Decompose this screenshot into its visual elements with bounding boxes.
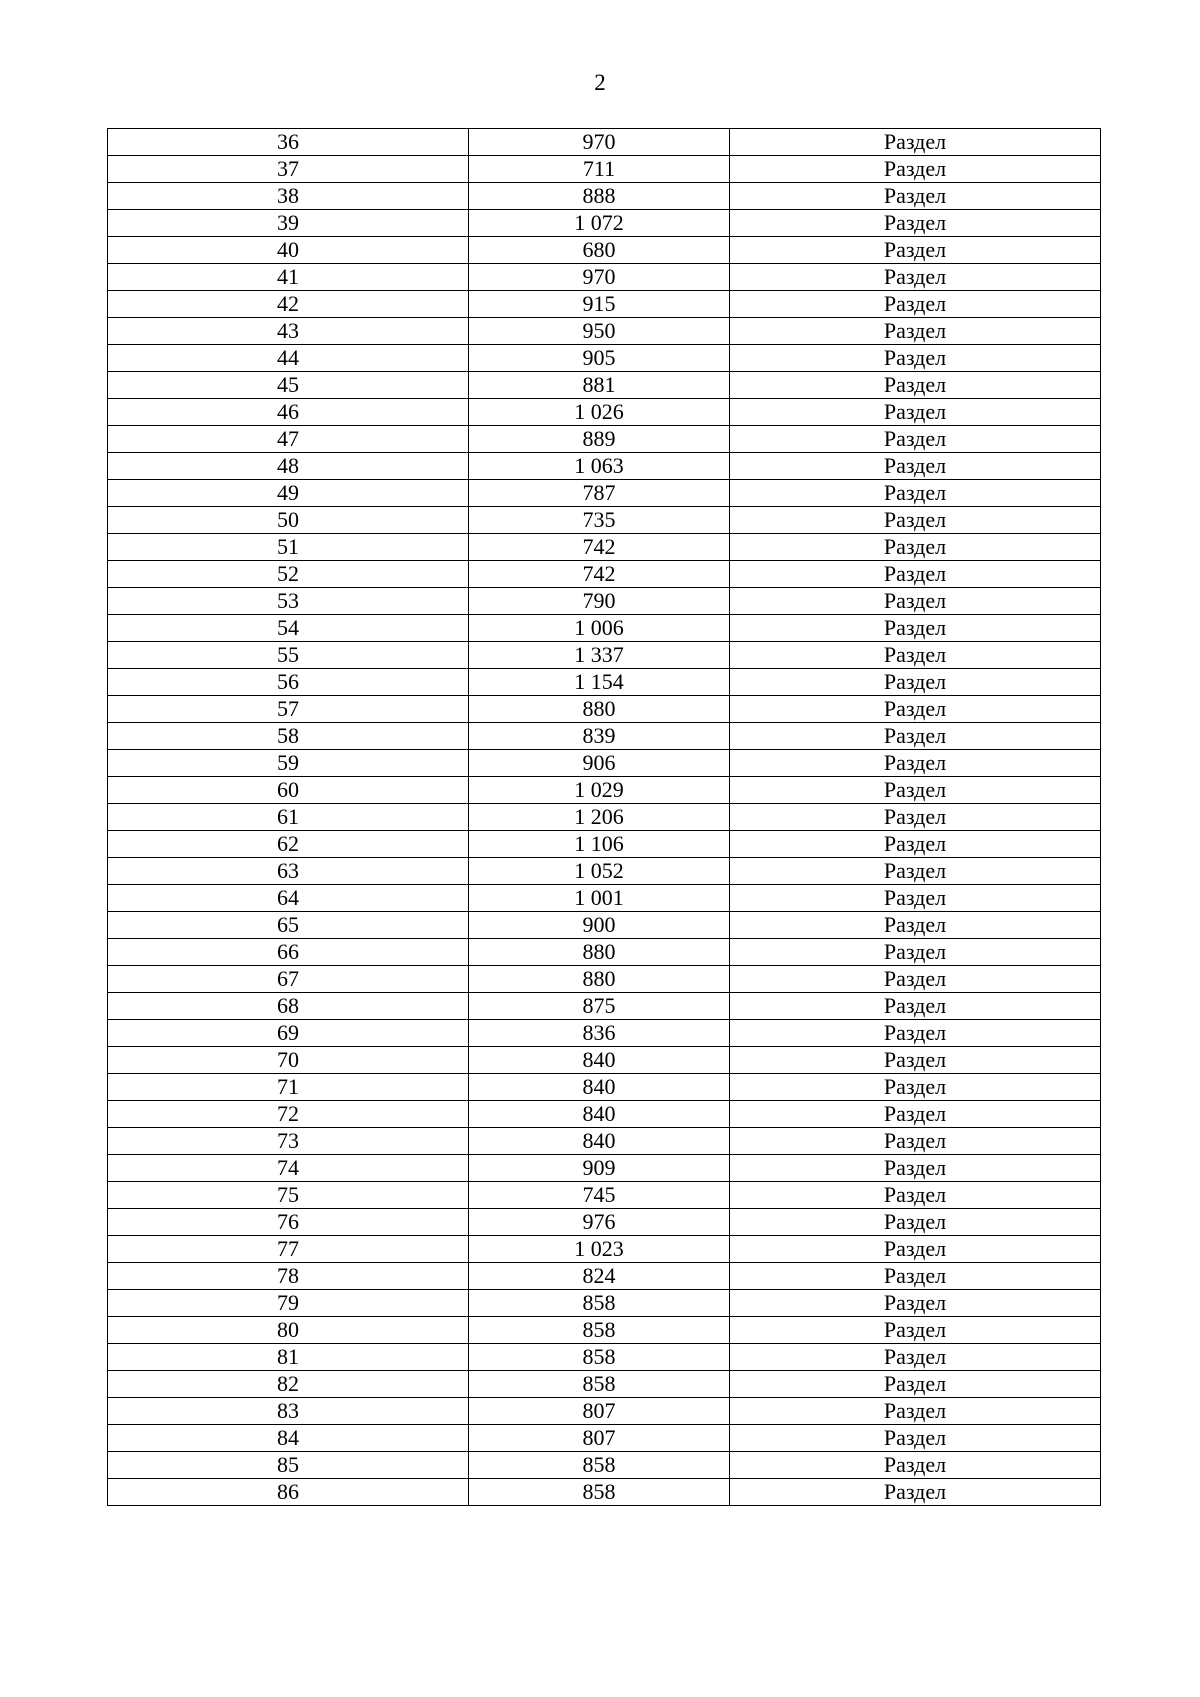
table-row [108, 372, 1101, 399]
table-row [108, 183, 1101, 210]
table-row [108, 1290, 1101, 1317]
value-cell: 836 [469, 1020, 730, 1047]
page-number: 2 [594, 70, 606, 95]
table-row [108, 534, 1101, 561]
value-cell: 1 206 [469, 804, 730, 831]
row-number-cell: 72 [108, 1101, 469, 1128]
row-number-cell: 56 [108, 669, 469, 696]
table-row [108, 966, 1101, 993]
table-row [108, 453, 1101, 480]
value-cell: 906 [469, 750, 730, 777]
value-cell: 745 [469, 1182, 730, 1209]
table-row [108, 507, 1101, 534]
section-cell: Раздел [730, 885, 1101, 912]
row-number-cell: 73 [108, 1128, 469, 1155]
section-cell: Раздел [730, 1209, 1101, 1236]
section-cell: Раздел [730, 426, 1101, 453]
data-table [107, 128, 1101, 1506]
row-number-cell: 74 [108, 1155, 469, 1182]
value-cell: 840 [469, 1047, 730, 1074]
section-cell: Раздел [730, 723, 1101, 750]
value-cell: 735 [469, 507, 730, 534]
section-cell: Раздел [730, 696, 1101, 723]
table-row [108, 1020, 1101, 1047]
value-cell: 1 026 [469, 399, 730, 426]
section-cell: Раздел [730, 939, 1101, 966]
section-cell: Раздел [730, 1290, 1101, 1317]
row-number-cell: 62 [108, 831, 469, 858]
section-cell: Раздел [730, 615, 1101, 642]
value-cell: 970 [469, 129, 730, 156]
value-cell: 839 [469, 723, 730, 750]
section-cell: Раздел [730, 345, 1101, 372]
section-cell: Раздел [730, 507, 1101, 534]
table-row [108, 912, 1101, 939]
section-cell: Раздел [730, 912, 1101, 939]
section-cell: Раздел [730, 642, 1101, 669]
table-row [108, 291, 1101, 318]
row-number-cell: 55 [108, 642, 469, 669]
value-cell: 858 [469, 1317, 730, 1344]
value-cell: 970 [469, 264, 730, 291]
value-cell: 1 023 [469, 1236, 730, 1263]
table-row [108, 1263, 1101, 1290]
value-cell: 875 [469, 993, 730, 1020]
value-cell: 790 [469, 588, 730, 615]
row-number-cell: 36 [108, 129, 469, 156]
table-row [108, 696, 1101, 723]
value-cell: 742 [469, 561, 730, 588]
table-row [108, 669, 1101, 696]
value-cell: 680 [469, 237, 730, 264]
table-row [108, 1317, 1101, 1344]
row-number-cell: 57 [108, 696, 469, 723]
row-number-cell: 65 [108, 912, 469, 939]
section-cell: Раздел [730, 480, 1101, 507]
section-cell: Раздел [730, 1452, 1101, 1479]
section-cell: Раздел [730, 372, 1101, 399]
section-cell: Раздел [730, 1479, 1101, 1506]
value-cell: 858 [469, 1371, 730, 1398]
value-cell: 950 [469, 318, 730, 345]
row-number-cell: 53 [108, 588, 469, 615]
row-number-cell: 42 [108, 291, 469, 318]
value-cell: 858 [469, 1344, 730, 1371]
section-cell: Раздел [730, 858, 1101, 885]
table-row [108, 885, 1101, 912]
value-cell: 807 [469, 1425, 730, 1452]
row-number-cell: 76 [108, 1209, 469, 1236]
row-number-cell: 50 [108, 507, 469, 534]
row-number-cell: 41 [108, 264, 469, 291]
value-cell: 880 [469, 966, 730, 993]
row-number-cell: 47 [108, 426, 469, 453]
row-number-cell: 48 [108, 453, 469, 480]
row-number-cell: 59 [108, 750, 469, 777]
row-number-cell: 71 [108, 1074, 469, 1101]
value-cell: 880 [469, 696, 730, 723]
row-number-cell: 67 [108, 966, 469, 993]
table-row [108, 993, 1101, 1020]
row-number-cell: 58 [108, 723, 469, 750]
row-number-cell: 81 [108, 1344, 469, 1371]
section-cell: Раздел [730, 1425, 1101, 1452]
section-cell: Раздел [730, 1317, 1101, 1344]
table-row [108, 804, 1101, 831]
section-cell: Раздел [730, 183, 1101, 210]
value-cell: 1 154 [469, 669, 730, 696]
table-row [108, 642, 1101, 669]
row-number-cell: 68 [108, 993, 469, 1020]
table-row [108, 1236, 1101, 1263]
row-number-cell: 37 [108, 156, 469, 183]
row-number-cell: 77 [108, 1236, 469, 1263]
section-cell: Раздел [730, 399, 1101, 426]
section-cell: Раздел [730, 156, 1101, 183]
table-row [108, 426, 1101, 453]
row-number-cell: 66 [108, 939, 469, 966]
value-cell: 1 006 [469, 615, 730, 642]
table-row [108, 1371, 1101, 1398]
row-number-cell: 79 [108, 1290, 469, 1317]
section-cell: Раздел [730, 1371, 1101, 1398]
table-row [108, 1452, 1101, 1479]
value-cell: 909 [469, 1155, 730, 1182]
table-row [108, 1398, 1101, 1425]
row-number-cell: 80 [108, 1317, 469, 1344]
row-number-cell: 46 [108, 399, 469, 426]
value-cell: 858 [469, 1479, 730, 1506]
value-cell: 840 [469, 1128, 730, 1155]
row-number-cell: 49 [108, 480, 469, 507]
row-number-cell: 54 [108, 615, 469, 642]
section-cell: Раздел [730, 1344, 1101, 1371]
section-cell: Раздел [730, 534, 1101, 561]
row-number-cell: 70 [108, 1047, 469, 1074]
value-cell: 840 [469, 1074, 730, 1101]
table-row [108, 264, 1101, 291]
section-cell: Раздел [730, 831, 1101, 858]
table-row [108, 1047, 1101, 1074]
table-row [108, 1344, 1101, 1371]
value-cell: 840 [469, 1101, 730, 1128]
section-cell: Раздел [730, 453, 1101, 480]
value-cell: 1 072 [469, 210, 730, 237]
value-cell: 858 [469, 1452, 730, 1479]
section-cell: Раздел [730, 777, 1101, 804]
table-row [108, 561, 1101, 588]
row-number-cell: 85 [108, 1452, 469, 1479]
section-cell: Раздел [730, 129, 1101, 156]
table-row [108, 129, 1101, 156]
table-row [108, 831, 1101, 858]
section-cell: Раздел [730, 804, 1101, 831]
row-number-cell: 45 [108, 372, 469, 399]
section-cell: Раздел [730, 1074, 1101, 1101]
table-row [108, 1128, 1101, 1155]
row-number-cell: 40 [108, 237, 469, 264]
row-number-cell: 64 [108, 885, 469, 912]
row-number-cell: 69 [108, 1020, 469, 1047]
row-number-cell: 38 [108, 183, 469, 210]
row-number-cell: 63 [108, 858, 469, 885]
row-number-cell: 52 [108, 561, 469, 588]
table-body [108, 129, 1101, 1506]
table-row [108, 1155, 1101, 1182]
row-number-cell: 83 [108, 1398, 469, 1425]
value-cell: 1 029 [469, 777, 730, 804]
table-row [108, 939, 1101, 966]
value-cell: 900 [469, 912, 730, 939]
table-row [108, 399, 1101, 426]
table-row [108, 1479, 1101, 1506]
value-cell: 1 106 [469, 831, 730, 858]
section-cell: Раздел [730, 1182, 1101, 1209]
section-cell: Раздел [730, 561, 1101, 588]
table-row [108, 237, 1101, 264]
section-cell: Раздел [730, 1047, 1101, 1074]
section-cell: Раздел [730, 750, 1101, 777]
table-row [108, 480, 1101, 507]
section-cell: Раздел [730, 588, 1101, 615]
table-row [108, 318, 1101, 345]
table-row [108, 210, 1101, 237]
row-number-cell: 43 [108, 318, 469, 345]
value-cell: 1 001 [469, 885, 730, 912]
value-cell: 905 [469, 345, 730, 372]
section-cell: Раздел [730, 993, 1101, 1020]
section-cell: Раздел [730, 966, 1101, 993]
value-cell: 824 [469, 1263, 730, 1290]
table-row [108, 615, 1101, 642]
value-cell: 711 [469, 156, 730, 183]
section-cell: Раздел [730, 291, 1101, 318]
row-number-cell: 78 [108, 1263, 469, 1290]
section-cell: Раздел [730, 1155, 1101, 1182]
value-cell: 1 052 [469, 858, 730, 885]
section-cell: Раздел [730, 210, 1101, 237]
row-number-cell: 51 [108, 534, 469, 561]
section-cell: Раздел [730, 1236, 1101, 1263]
table-row [108, 1101, 1101, 1128]
table-row [108, 345, 1101, 372]
table-row [108, 588, 1101, 615]
table-row [108, 858, 1101, 885]
value-cell: 742 [469, 534, 730, 561]
value-cell: 881 [469, 372, 730, 399]
section-cell: Раздел [730, 1128, 1101, 1155]
table-row [108, 1425, 1101, 1452]
value-cell: 880 [469, 939, 730, 966]
row-number-cell: 84 [108, 1425, 469, 1452]
section-cell: Раздел [730, 264, 1101, 291]
row-number-cell: 60 [108, 777, 469, 804]
table-row [108, 750, 1101, 777]
table-row [108, 723, 1101, 750]
section-cell: Раздел [730, 1020, 1101, 1047]
value-cell: 976 [469, 1209, 730, 1236]
row-number-cell: 61 [108, 804, 469, 831]
row-number-cell: 39 [108, 210, 469, 237]
section-cell: Раздел [730, 1101, 1101, 1128]
value-cell: 1 063 [469, 453, 730, 480]
row-number-cell: 82 [108, 1371, 469, 1398]
value-cell: 787 [469, 480, 730, 507]
section-cell: Раздел [730, 237, 1101, 264]
row-number-cell: 86 [108, 1479, 469, 1506]
row-number-cell: 75 [108, 1182, 469, 1209]
value-cell: 1 337 [469, 642, 730, 669]
table-row [108, 1209, 1101, 1236]
value-cell: 915 [469, 291, 730, 318]
row-number-cell: 44 [108, 345, 469, 372]
table-row [108, 777, 1101, 804]
section-cell: Раздел [730, 1398, 1101, 1425]
table-row [108, 1182, 1101, 1209]
value-cell: 807 [469, 1398, 730, 1425]
table-row [108, 156, 1101, 183]
section-cell: Раздел [730, 318, 1101, 345]
section-cell: Раздел [730, 669, 1101, 696]
value-cell: 858 [469, 1290, 730, 1317]
value-cell: 889 [469, 426, 730, 453]
value-cell: 888 [469, 183, 730, 210]
table-row [108, 1074, 1101, 1101]
section-cell: Раздел [730, 1263, 1101, 1290]
